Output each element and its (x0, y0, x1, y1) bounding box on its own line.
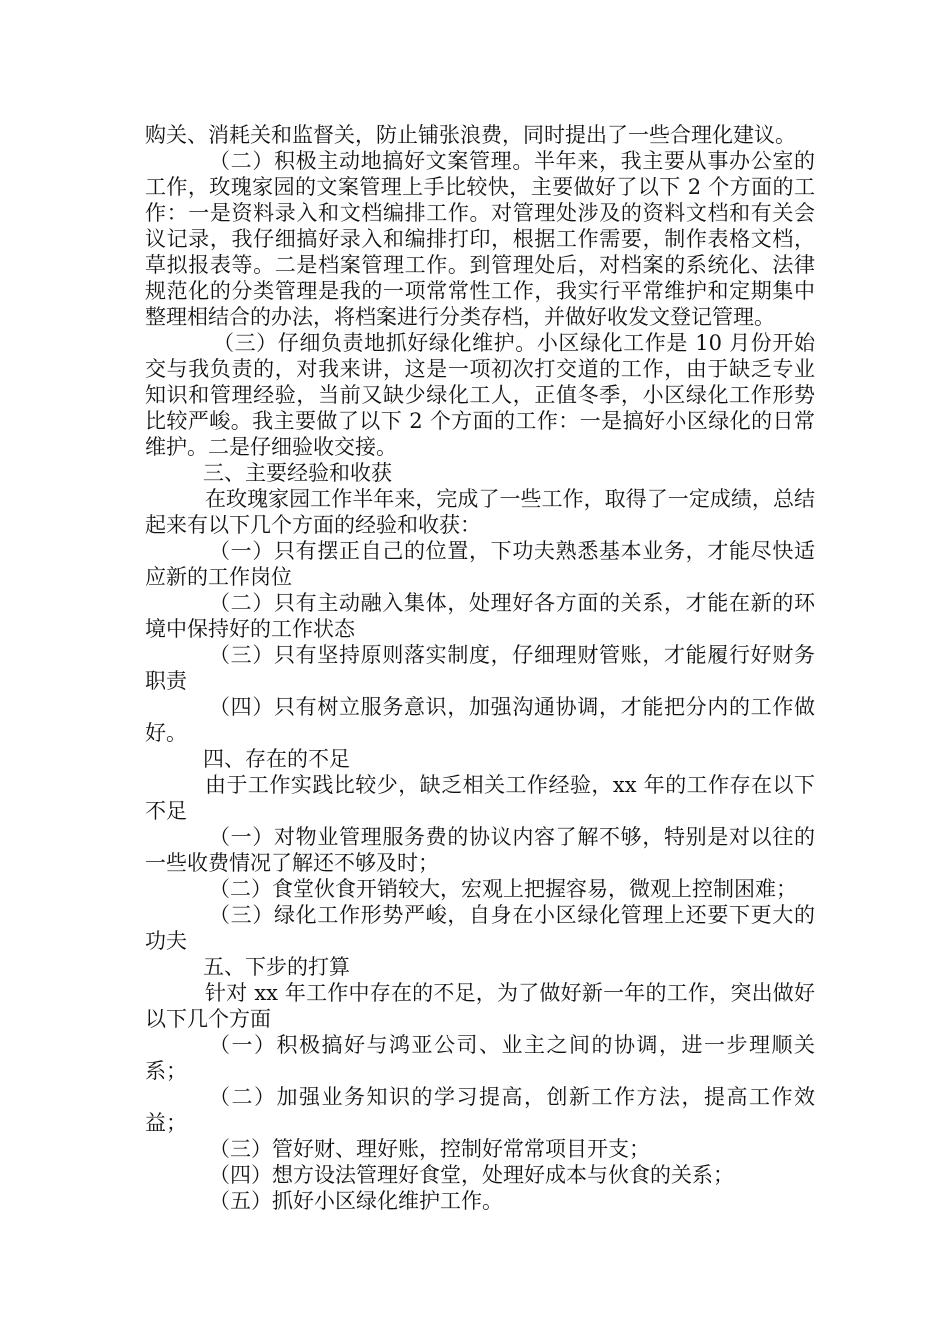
document-body (145, 122, 815, 1214)
list-item-plan-1: （一）积极搞好与鸿亚公司、业主之间的协调，进一步理顺关系； (145, 1033, 815, 1083)
list-item-plan-2: （二）加强业务知识的学习提高，创新工作方法，提高工作效益； (145, 1085, 815, 1135)
section-heading-experience: 三、主要经验和收获 (203, 461, 392, 485)
paragraph-experience-intro: 在玫瑰家园工作半年来，完成了一些工作，取得了一定成绩，总结起来有以下几个方面的经验和收获： (145, 487, 815, 537)
section-heading-shortcomings: 四、存在的不足 (203, 747, 350, 771)
list-item-shortcoming-3: （三）绿化工作形势严峻，自身在小区绿化管理上还要下更大的功夫 (145, 903, 815, 953)
paragraph-continued: 购关、消耗关和监督关，防止铺张浪费，同时提出了一些合理化建议。 (145, 123, 796, 147)
list-item-shortcoming-2: （二）食堂伙食开销较大，宏观上把握容易，微观上控制困难； (209, 877, 797, 901)
paragraph-document-management: （二）积极主动地搞好文案管理。半年来，我主要从事办公室的工作，玫瑰家园的文案管理上手比较快，主要做好了以下 2 个方面的工作：一是资料录入和文档编排工作。对管理处涉及的资料文档和有关会议记录，我仔细搞好录入和编排打印，根据工作需要，制作表格文档，草拟报表等。二是档案管理工作。到管理处后，对档案的系统化、法律规范化的分类管理是我的一项常常性工作，我实行平常维护和定期集中整理相结合的办法，将档案进行分类存档，并做好收发文登记管理。 (145, 149, 815, 329)
list-item-experience-1: （一）只有摆正自己的位置，下功夫熟悉基本业务，才能尽快适应新的工作岗位 (145, 539, 815, 589)
section-heading-next-plans: 五、下步的打算 (203, 955, 350, 979)
list-item-experience-4: （四）只有树立服务意识，加强沟通协调，才能把分内的工作做好。 (145, 695, 815, 745)
paragraph-shortcomings-intro: 由于工作实践比较少，缺乏相关工作经验，xx 年的工作存在以下不足 (145, 773, 815, 823)
paragraph-greening-maintenance: （三）仔细负责地抓好绿化维护。小区绿化工作是 10 月份开始交与我负责的，对我来讲，这是一项初次打交道的工作，由于缺乏专业知识和管理经验，当前又缺少绿化工人，正值冬季，小区绿化工作形势比较严峻。我主要做了以下 2 个方面的工作：一是搞好小区绿化的日常维护。二是仔细验收交接。 (145, 331, 815, 459)
list-item-experience-2: （二）只有主动融入集体，处理好各方面的关系，才能在新的环境中保持好的工作状态 (145, 591, 815, 641)
list-item-plan-3: （三）管好财、理好账，控制好常常项目开支； (209, 1137, 650, 1161)
list-item-plan-5: （五）抓好小区绿化维护工作。 (209, 1189, 503, 1213)
list-item-plan-4: （四）想方设法管理好食堂，处理好成本与伙食的关系； (209, 1163, 734, 1187)
list-item-shortcoming-1: （一）对物业管理服务费的协议内容了解不够，特别是对以往的一些收费情况了解还不够及时； (145, 825, 815, 875)
paragraph-plans-intro: 针对 xx 年工作中存在的不足，为了做好新一年的工作，突出做好以下几个方面 (145, 981, 815, 1031)
list-item-experience-3: （三）只有坚持原则落实制度，仔细理财管账，才能履行好财务职责 (145, 643, 815, 693)
